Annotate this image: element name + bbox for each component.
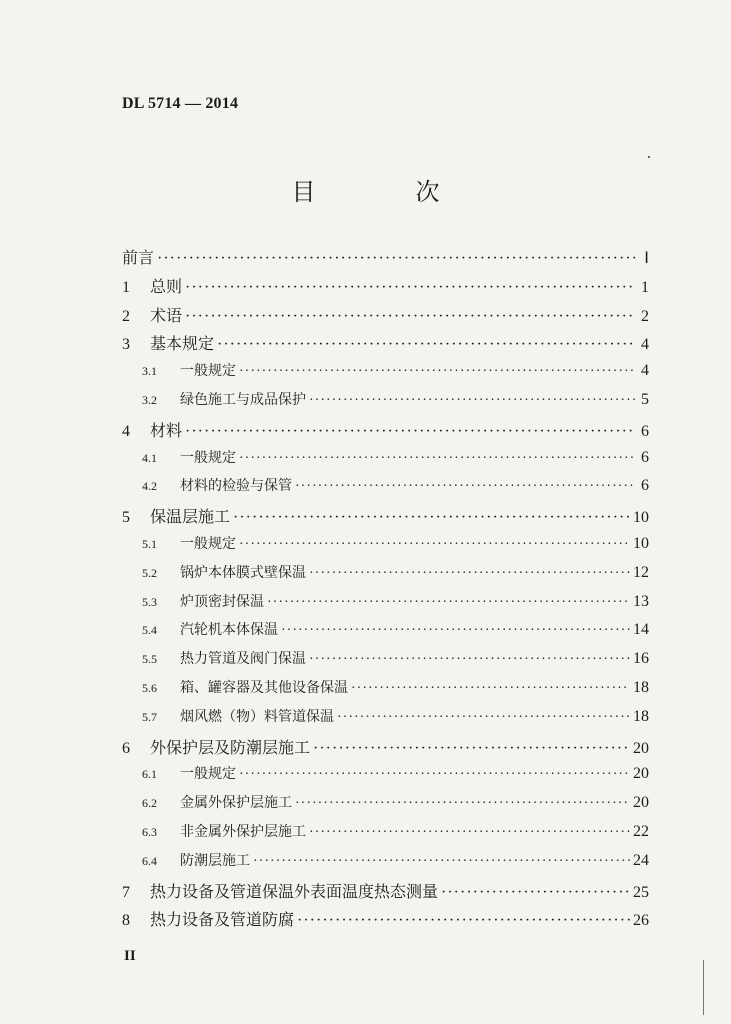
toc-leader-dots	[441, 884, 630, 902]
toc-entry-title: 前言	[122, 248, 155, 267]
toc-entry-title: 炉顶密封保温	[180, 593, 264, 610]
toc-entry	[122, 389, 649, 418]
scan-speck	[648, 156, 650, 158]
toc-entry-page: 4	[641, 362, 649, 380]
page-title: 目 次	[291, 178, 478, 206]
toc-leader-dots	[217, 336, 636, 354]
toc-entry-number: 2	[122, 307, 130, 325]
toc-entry	[122, 677, 649, 706]
toc-entry	[122, 475, 649, 504]
toc-entry-title: 非金属外保护层施工	[180, 823, 306, 840]
toc-entry-title: 绿色施工与成品保护	[180, 391, 306, 408]
toc-entry-title: 热力设备及管道防腐	[150, 910, 295, 930]
toc-entry-page: 13	[633, 592, 649, 610]
toc-entry-title: 一般规定	[180, 766, 236, 783]
toc-leader-dots	[239, 767, 630, 783]
toc-entry-title: 一般规定	[180, 363, 236, 380]
toc-leader-dots	[295, 796, 630, 812]
toc-entry-number: 4.2	[142, 479, 157, 494]
toc-entry-page: 20	[633, 739, 649, 757]
toc-leader-dots	[351, 681, 630, 697]
toc-entry	[122, 792, 649, 821]
toc-entry-title: 锅炉本体膜式壁保温	[180, 564, 306, 581]
toc-entry-page: 4	[641, 336, 649, 354]
toc-entry-title: 保温层施工	[150, 507, 231, 527]
toc-entry	[122, 331, 649, 360]
toc-leader-dots	[309, 825, 630, 841]
toc-leader-dots	[157, 250, 636, 268]
toc-entry-page: 22	[633, 822, 649, 840]
toc-leader-dots	[281, 623, 630, 639]
toc-entry-number: 5.7	[142, 709, 157, 724]
toc-entry	[122, 879, 649, 908]
toc-entry-title: 一般规定	[180, 449, 236, 466]
toc-entry-number: 7	[122, 883, 130, 901]
toc-entry-title: 外保护层及防潮层施工	[150, 737, 311, 757]
toc-leader-dots	[233, 509, 630, 527]
toc-entry-number: 5	[122, 509, 130, 527]
toc-leader-dots	[309, 566, 630, 582]
standard-code: DL 5714 — 2014	[122, 95, 239, 112]
toc-entry-page: 2	[641, 307, 649, 325]
toc-leader-dots	[309, 652, 630, 668]
toc-entry	[122, 360, 649, 389]
toc-entry-number: 5.6	[142, 680, 157, 695]
toc-entry-title: 材料	[150, 420, 183, 440]
toc-entry-page: 6	[641, 448, 649, 466]
toc-entry-number: 1	[122, 278, 130, 296]
toc-entry-page: 25	[633, 883, 649, 901]
toc-entry-page: 20	[633, 794, 649, 812]
toc-entry-page: 5	[641, 390, 649, 408]
toc-entry	[122, 591, 649, 620]
toc-entry-page: 10	[633, 534, 649, 552]
toc-entry	[122, 245, 649, 274]
toc-entry-title: 箱、罐容器及其他设备保温	[180, 679, 348, 696]
toc-leader-dots	[297, 912, 630, 930]
toc-entry-number: 4	[122, 422, 130, 440]
toc-leader-dots	[239, 537, 630, 553]
toc-leader-dots	[185, 423, 636, 441]
toc-entry	[122, 504, 649, 533]
toc-entry-number: 5.4	[142, 623, 157, 638]
toc-leader-dots	[337, 710, 630, 726]
toc-entry-number: 6.4	[142, 853, 157, 868]
toc-entry-page: 20	[633, 765, 649, 783]
toc-entry-number: 5.2	[142, 565, 157, 580]
toc-entry-number: 5.5	[142, 652, 157, 667]
toc-leader-dots	[309, 393, 636, 409]
toc-entry	[122, 303, 649, 332]
toc-entry-title: 基本规定	[150, 334, 215, 354]
toc-entry	[122, 648, 649, 677]
toc-entry-title: 一般规定	[180, 535, 236, 552]
toc-entry-title: 总则	[150, 276, 183, 296]
toc-entry-title: 材料的检验与保管	[180, 478, 292, 495]
toc-leader-dots	[313, 740, 630, 758]
toc-entry	[122, 619, 649, 648]
toc-leader-dots	[239, 451, 636, 467]
toc-leader-dots	[253, 854, 630, 870]
toc-entry	[122, 735, 649, 764]
toc-entry	[122, 418, 649, 447]
toc-entry-page: 24	[633, 851, 649, 869]
toc-entry-number: 8	[122, 912, 130, 930]
toc-leader-dots	[185, 308, 636, 326]
toc-entry-page: 12	[633, 563, 649, 581]
toc-leader-dots	[267, 595, 630, 611]
toc-entry	[122, 706, 649, 735]
toc-entry-number: 5.3	[142, 594, 157, 609]
toc-entry	[122, 447, 649, 476]
scan-edge-mark	[703, 960, 704, 1015]
toc-entry	[122, 850, 649, 879]
toc-entry	[122, 274, 649, 303]
toc-entry-title: 术语	[150, 305, 183, 325]
toc-entry-page: 6	[641, 422, 649, 440]
page-number: II	[124, 948, 136, 964]
toc-entry-page: 26	[633, 912, 649, 930]
toc-leader-dots	[295, 479, 636, 495]
toc-entry-number: 6.2	[142, 796, 157, 811]
toc-entry-number: 3.2	[142, 392, 157, 407]
toc-entry-title: 汽轮机本体保温	[180, 622, 278, 639]
toc-entry-number: 6	[122, 739, 130, 757]
toc-entry-number: 6.3	[142, 824, 157, 839]
toc-entry-page: 6	[641, 477, 649, 495]
toc-entry	[122, 533, 649, 562]
toc-entry-page: Ⅰ	[644, 250, 649, 267]
toc-entry-number: 3.1	[142, 364, 157, 379]
toc-entry-page: 18	[633, 707, 649, 725]
toc-entry-number: 5.1	[142, 536, 157, 551]
toc-entry	[122, 562, 649, 591]
toc-entry	[122, 821, 649, 850]
toc-entry-number: 3	[122, 336, 130, 354]
toc-entry-title: 热力管道及阀门保温	[180, 651, 306, 668]
toc-entry	[122, 763, 649, 792]
toc-entry-title: 热力设备及管道保温外表面温度热态测量	[150, 881, 439, 901]
toc-entry-number: 4.1	[142, 450, 157, 465]
toc-entry-page: 18	[633, 678, 649, 696]
toc-entry-title: 防潮层施工	[180, 852, 250, 869]
toc-entry-title: 金属外保护层施工	[180, 795, 292, 812]
toc-entry-number: 6.1	[142, 767, 157, 782]
table-of-contents	[122, 245, 649, 936]
toc-entry-page: 16	[633, 650, 649, 668]
toc-entry-title: 烟风燃（物）料管道保温	[180, 708, 334, 725]
toc-entry-page: 10	[633, 509, 649, 527]
toc-leader-dots	[239, 364, 636, 380]
toc-entry-page: 14	[633, 621, 649, 639]
toc-entry-page: 1	[641, 278, 649, 296]
toc-entry	[122, 907, 649, 936]
toc-leader-dots	[185, 279, 636, 297]
